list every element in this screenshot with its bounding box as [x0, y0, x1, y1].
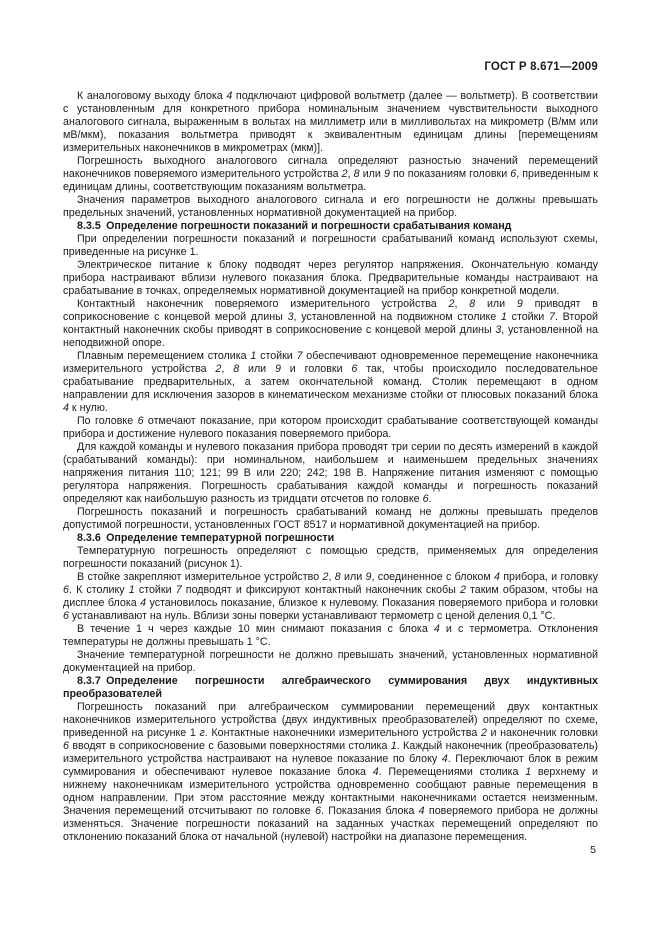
paragraph: Значения параметров выходного аналогового сигнала и его погрешности не должны превышать предельных значений, установленных нормативной документацией на прибор.: [63, 194, 598, 219]
paragraph: Погрешность выходного аналогового сигнала определяют разностью значений перемещений наконечников поверяемого измерительного устройства 2, 8 или 9 по показаниям головки 6, приведенным к единицам длины, соответствующим показаниям вольтметра.: [63, 155, 598, 193]
paragraph: Контактный наконечник поверяемого измерительного устройства 2, 8 или 9 приводят в соприкосновение с концевой мерой длины 3, установленной на подвижном столике 1 стойки 7. Второй контактный наконечник скобы приводят в соприкосновение с концевой мерой длины 3, установленной на неподвижной опоре.: [63, 298, 599, 349]
paragraph: В течение 1 ч через каждые 10 мин снимают показания с блока 4 и с термометра. Отклонения температуры не должны превышать 1 °С.: [63, 623, 598, 648]
section-heading: 8.3.6 Определение температурной погрешности: [77, 532, 335, 544]
section-heading: 8.3.5 Определение погрешности показаний и погрешности срабатывания команд: [77, 220, 512, 232]
running-header: ГОСТ Р 8.671—2009: [484, 61, 598, 73]
paragraph: Электрическое питание к блоку подводят через регулятор напряжения. Окончательную команду прибора настраивают вблизи нулевого показания блока. Предварительные команды настраивают на срабатывание в точках, определяемых нормативной документацией на прибор конкретной модели.: [63, 259, 598, 297]
paragraph: Для каждой команды и нулевого показания прибора проводят три серии по десять измерений в каждой (срабатываний команды): при номинальном, наибольшем и наименьшем предельных значениях напряжения питания 110; 121; 99 В или 220; 242; 198 В. Напряжение питания изменяют с помощью регулятора напряжения. Погрешность срабатывания каждой команды и погрешность показаний определяют как наибольшую разность из тридцати отсчетов по головке 6.: [63, 441, 598, 505]
paragraph: По головке 6 отмечают показание, при котором происходит срабатывание соответствующей команды прибора и достижение нулевого показания поверяемого прибора.: [63, 415, 598, 440]
document-body: [63, 90, 598, 844]
paragraph: Температурную погрешность определяют с помощью средств, применяемых для определения погрешности показаний (рисунок 1).: [63, 545, 598, 570]
paragraph: В стойке закрепляют измерительное устройство 2, 8 или 9, соединенное с блоком 4 прибора, и головку 6. К столику 1 стойки 7 подводят и фиксируют контактный наконечник скобы 2 таким образом, чтобы на дисплее блока 4 установилось показание, близкое к нулевому. Показания поверяемого прибора и головки 6 устанавливают на нуль. Вблизи зоны поверки устанавливают термометр с ценой деления 0,1 °С.: [63, 571, 598, 622]
section-heading: 8.3.7 Определение погрешности алгебраического суммирования двух индуктивных преобразователей: [63, 675, 598, 700]
page-number: 5: [590, 844, 596, 856]
paragraph: При определении погрешности показаний и погрешности срабатываний команд используют схемы, приведенные на рисунке 1.: [63, 233, 598, 258]
paragraph: Погрешность показаний и погрешность срабатываний команд не должны превышать пределов допустимой погрешности, установленных ГОСТ 8517 и нормативной документацией на прибор.: [63, 506, 598, 531]
paragraph: Погрешность показаний при алгебраическом суммировании перемещений двух контактных наконечников измерительного устройства (двух индуктивных преобразователей) определяют по схеме, приведенной на рисунке 1 г. Контактные наконечники измерительного устройства 2 и наконечник головки 6 вводят в соприкосновение с базовыми поверхностями столика 1. Каждый наконечник (преобразователь) измерительного устройства настраивают на нулевое показание по блоку 4. Переключают блок в режим суммирования и обеспечивают нулевое показание блока 4. Перемещениями столика 1 верхнему и нижнему наконечникам измерительного устройства одновременно сообщают равные перемещения в одном направлении. При этом расстояние между контактными наконечниками остается неизменным. Значения перемещений отсчитывают по головке 6. Показания блока 4 поверяемого прибора не должны изменяться. Значение погрешности показаний на заданных участках перемещений определяют по отклонению показаний блока от начальной (нулевой) настройки на диапазоне перемещения.: [63, 701, 598, 843]
paragraph: Значение температурной погрешности не должно превышать значений, установленных нормативной документацией на прибор.: [63, 649, 598, 674]
paragraph: К аналоговому выходу блока 4 подключают цифровой вольтметр (далее — вольтметр). В соответствии с установленным для конкретного прибора номинальным значением чувствительности выходного аналогового сигнала, выраженным в вольтах на миллиметр или в милливольтах на микрометр (В/мм или мВ/мкм), показания вольтметра приводят к эквивалентным единицам длины [перемещениям измерительных наконечников в микрометрах (мкм)].: [63, 90, 598, 154]
paragraph: Плавным перемещением столика 1 стойки 7 обеспечивают одновременное перемещение наконечника измерительного устройства 2, 8 или 9 и головки 6 так, чтобы происходило последовательное срабатывание предварительных, а затем окончательной команд. Столик перемещают в одном направлении для исключения зазоров в кинематическом механизме стойки от плюсовых показаний блока 4 к нулю.: [63, 350, 598, 414]
